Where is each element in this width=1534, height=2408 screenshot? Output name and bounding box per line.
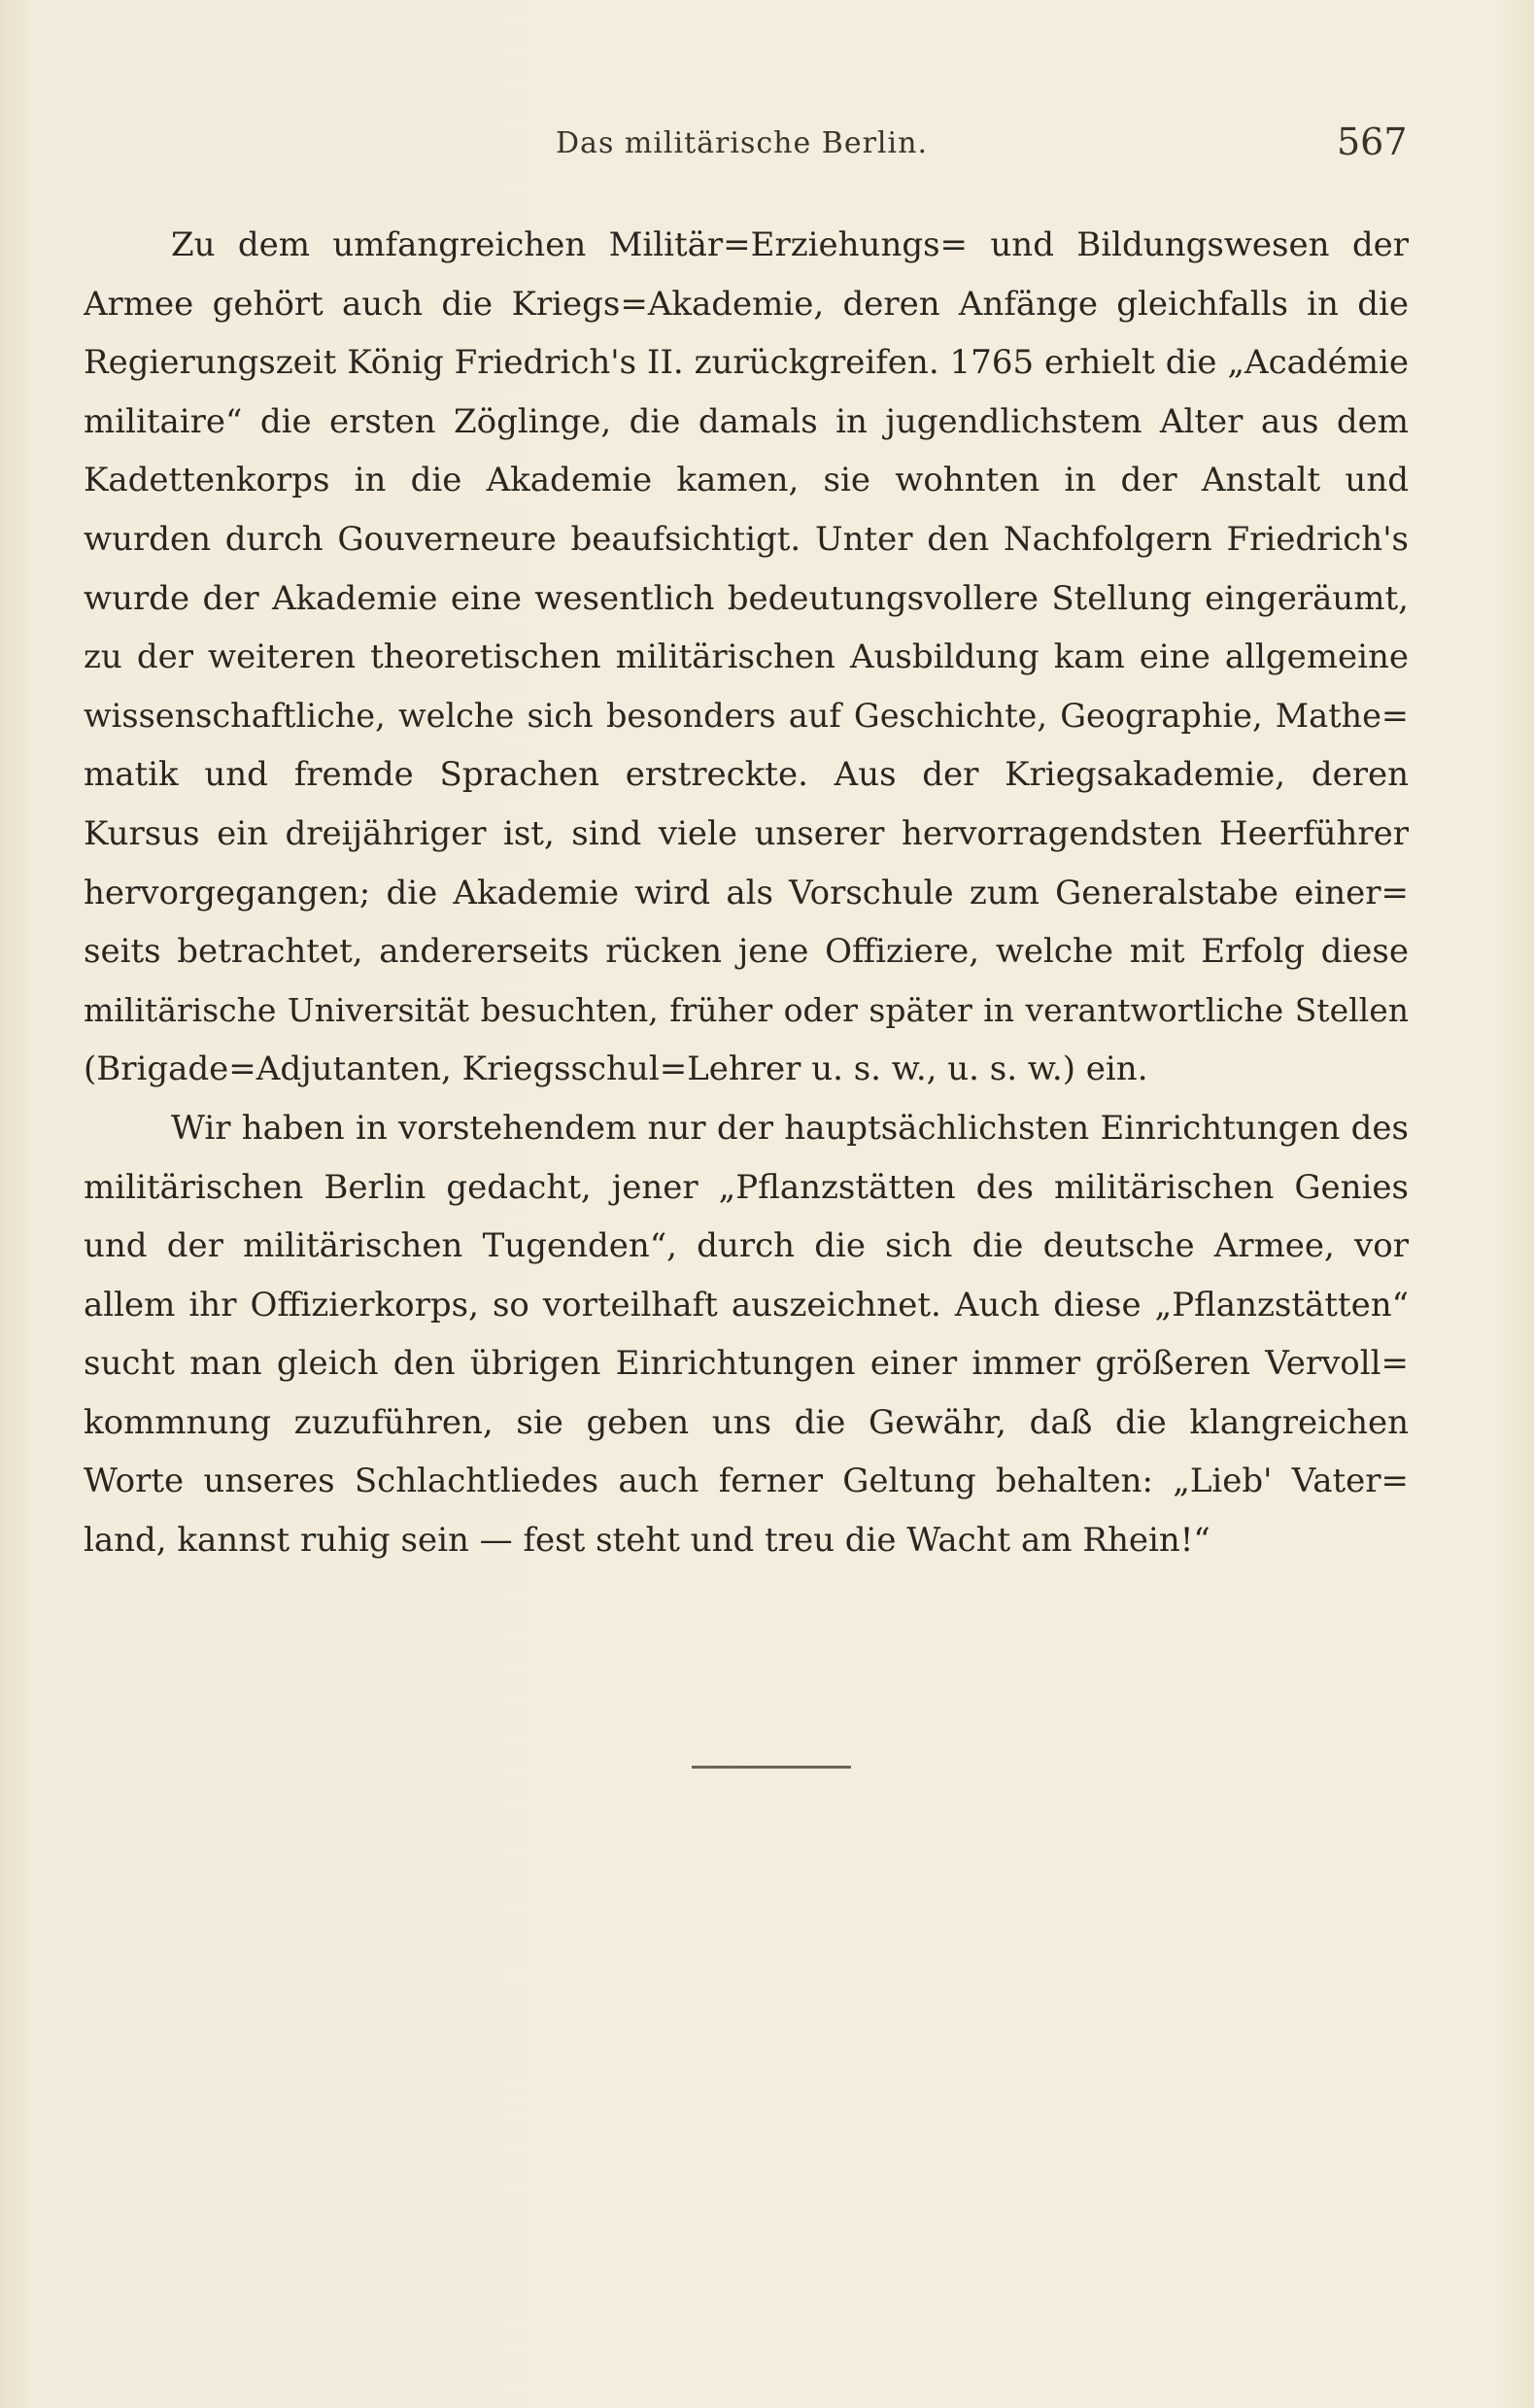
text-line: wissenschaftliche, welche sich besonders auf Geschichte, Geographie, Mathe= [84, 696, 1409, 735]
text-line: Wir haben in vorstehendem nur der hauptsächlichsten Einrichtungen des [171, 1108, 1409, 1148]
body-text [84, 216, 1409, 1570]
page-header [0, 115, 1534, 173]
end-rule [692, 1766, 851, 1769]
text-line: (Brigade=Adjutanten, Kriegsschul=Lehrer u. s. w., u. s. w.) ein. [84, 1049, 1148, 1089]
text-line: militärischen Berlin gedacht, jener „Pflanzstätten des militärischen Genies [84, 1167, 1409, 1207]
text-line: militaire“ die ersten Zöglinge, die damals in jugendlichstem Alter aus dem [84, 401, 1409, 441]
text-line: wurden durch Gouverneure beaufsichtigt. Unter den Nachfolgern Friedrich's [84, 519, 1409, 559]
text-line: Zu dem umfangreichen Militär=Erziehungs= und Bildungswesen der [171, 225, 1409, 264]
text-line: wurde der Akademie eine wesentlich bedeutungsvollere Stellung eingeräumt, [84, 578, 1409, 618]
text-line: land, kannst ruhig sein — fest steht und treu die Wacht am Rhein!“ [84, 1521, 1210, 1561]
text-line: und der militärischen Tugenden“, durch die sich die deutsche Armee, vor [84, 1226, 1409, 1266]
text-line: zu der weiteren theoretischen militärischen Ausbildung kam eine allgemeine [84, 637, 1409, 677]
text-line: hervorgegangen; die Akademie wird als Vorschule zum Generalstabe einer= [84, 873, 1409, 912]
text-line: Kursus ein dreijähriger ist, sind viele unserer hervorragendsten Heerführer [84, 813, 1409, 853]
text-line: allem ihr Offizierkorps, so vorteilhaft auszeichnet. Auch diese „Pflanzstätten“ [84, 1285, 1409, 1324]
text-line: militärische Universität besuchten, früher oder später in verantwortliche Stellen [84, 990, 1409, 1029]
text-line: sucht man gleich den übrigen Einrichtungen einer immer größeren Vervoll= [84, 1344, 1409, 1384]
page-number: 567 [1337, 120, 1408, 163]
text-line: Armee gehört auch die Kriegs=Akademie, deren Anfänge gleichfalls in die [84, 284, 1409, 324]
running-title: Das militärische Berlin. [556, 126, 928, 160]
text-line: Regierungszeit König Friedrich's II. zurückgreifen. 1765 erhielt die „Académie [84, 343, 1409, 383]
text-line: matik und fremde Sprachen erstreckte. Aus der Kriegsakademie, deren [84, 755, 1409, 795]
text-line: Kadettenkorps in die Akademie kamen, sie wohnten in der Anstalt und [84, 461, 1409, 500]
text-line: kommnung zuzuführen, sie geben uns die Gewähr, daß die klangreichen [84, 1402, 1409, 1442]
text-line: Worte unseres Schlachtliedes auch ferner Geltung behalten: „Lieb' Vater= [84, 1462, 1409, 1501]
text-line: seits betrachtet, andererseits rücken jene Offiziere, welche mit Erfolg diese [84, 932, 1409, 972]
